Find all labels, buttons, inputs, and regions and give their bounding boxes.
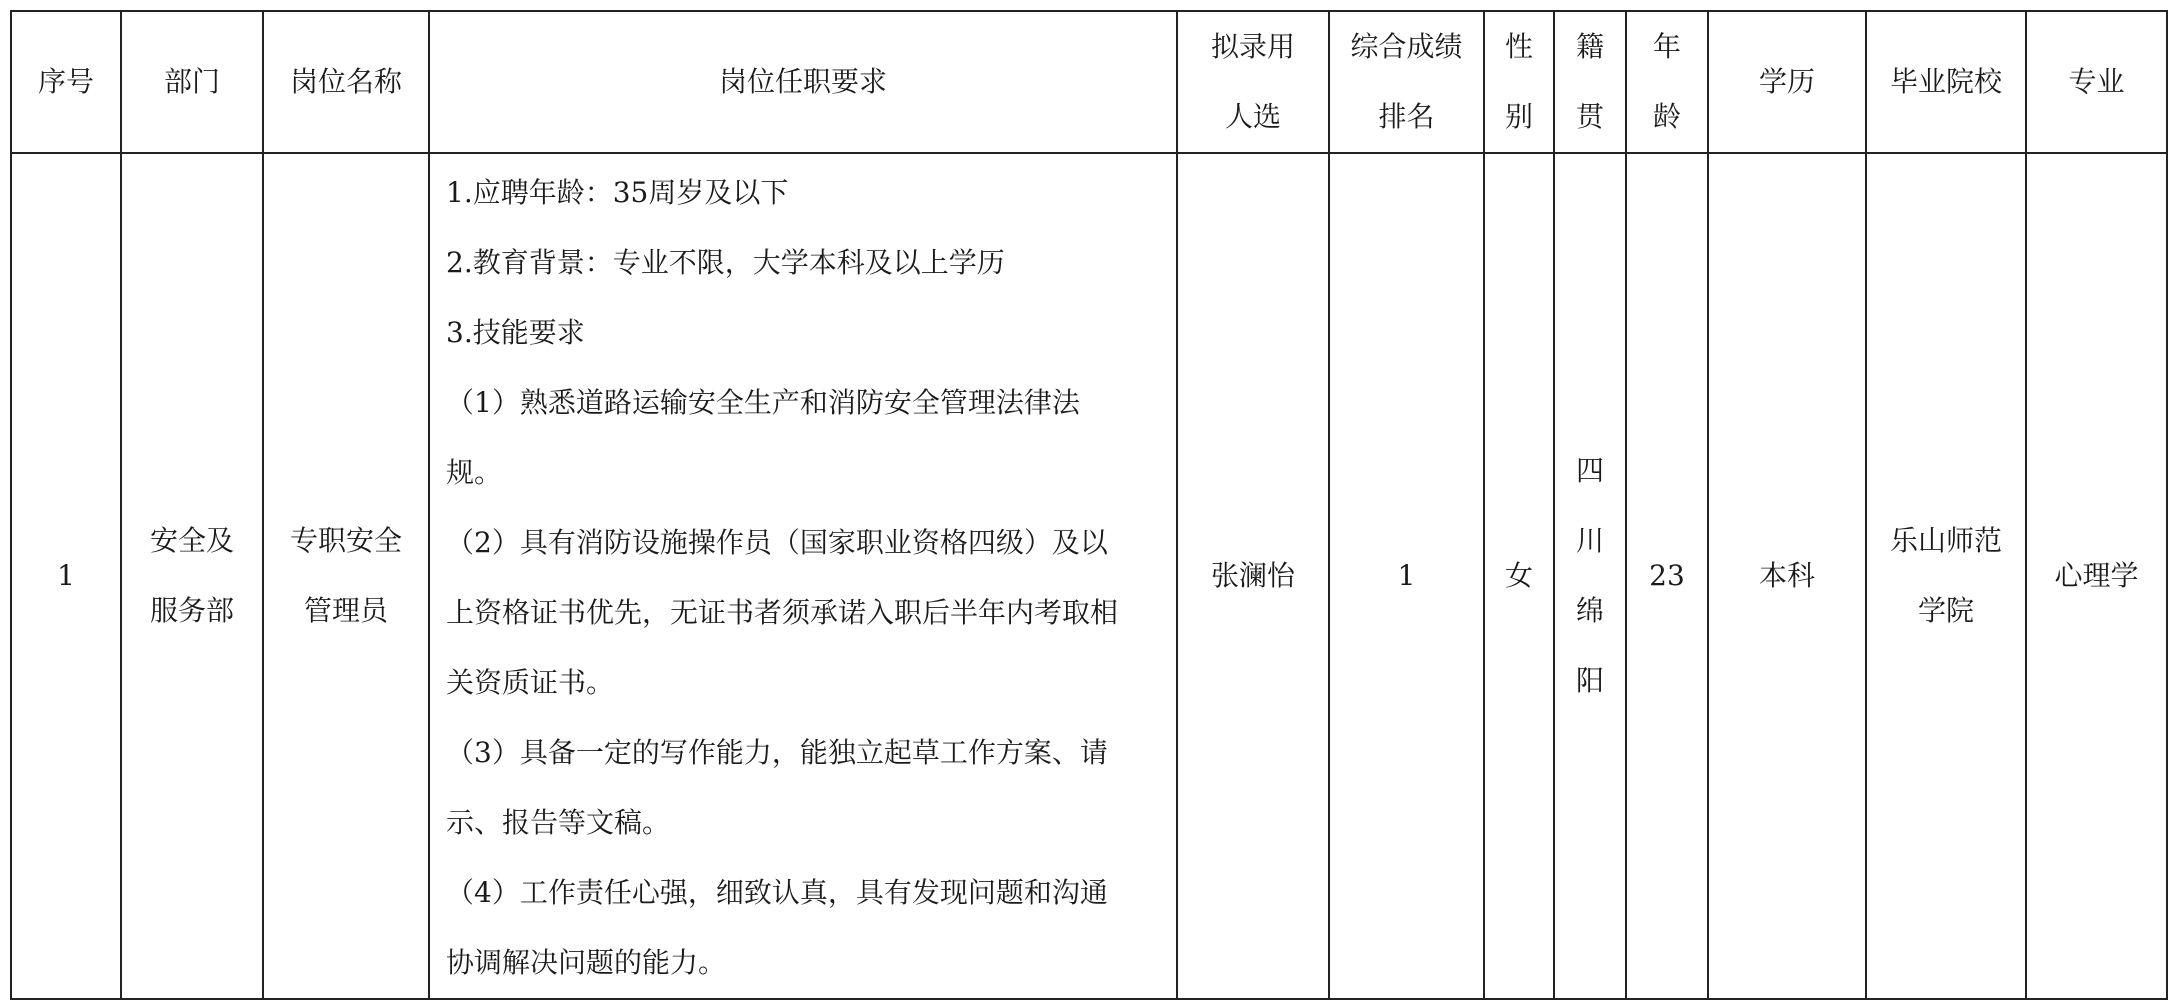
cell-school (1866, 153, 2026, 999)
header-gender (1484, 11, 1554, 153)
header-dept: 部门 (121, 11, 263, 153)
header-row (11, 11, 2167, 153)
requirement-line: （3）具备一定的写作能力，能独立起草工作方案、请 (446, 736, 1108, 769)
requirement-line: 示、报告等文稿。 (446, 806, 671, 839)
cell-gender: 女 (1484, 153, 1554, 999)
requirement-line: 3.技能要求 (446, 316, 585, 349)
header-rank-line: 排名 (1378, 100, 1435, 133)
header-age-line: 龄 (1652, 100, 1681, 133)
cell-candidate: 张澜怡 (1177, 153, 1329, 999)
requirement-line: 规。 (446, 456, 503, 489)
cell-education: 本科 (1708, 153, 1866, 999)
cell-seq: 1 (11, 153, 121, 999)
header-seq: 序号 (11, 11, 121, 153)
header-native-place (1554, 11, 1626, 153)
cell-native-place-char: 四 (1575, 454, 1604, 487)
header-native-place-line: 籍 (1575, 30, 1604, 63)
cell-native-place-char: 绵 (1575, 594, 1604, 627)
header-major: 专业 (2026, 11, 2167, 153)
requirement-line: 1.应聘年龄：35周岁及以下 (446, 176, 789, 209)
header-education: 学历 (1708, 11, 1866, 153)
cell-native-place (1554, 153, 1626, 999)
cell-dept (121, 153, 263, 999)
header-position: 岗位名称 (263, 11, 429, 153)
cell-age: 23 (1626, 153, 1708, 999)
cell-school-line: 乐山师范 (1889, 524, 2002, 557)
header-native-place-line: 贯 (1575, 100, 1604, 133)
cell-native-place-char: 川 (1575, 524, 1604, 557)
header-school: 毕业院校 (1866, 11, 2026, 153)
header-age (1626, 11, 1708, 153)
cell-position-line: 管理员 (303, 594, 388, 627)
header-candidate-line: 人选 (1224, 100, 1281, 133)
cell-native-place-char: 阳 (1575, 664, 1604, 697)
requirement-line: （2）具有消防设施操作员（国家职业资格四级）及以 (446, 526, 1108, 559)
cell-dept-line: 安全及 (149, 524, 234, 557)
table-row (11, 153, 2167, 999)
requirement-line: （1）熟悉道路运输安全生产和消防安全管理法律法 (446, 386, 1080, 419)
header-rank (1329, 11, 1484, 153)
requirement-line: 上资格证书优先，无证书者须承诺入职后半年内考取相 (446, 596, 1119, 629)
cell-school-line: 学院 (1917, 594, 1974, 627)
header-gender-line: 性 (1504, 30, 1533, 63)
cell-major: 心理学 (2026, 153, 2167, 999)
cell-requirements (429, 153, 1177, 999)
header-requirements: 岗位任职要求 (429, 11, 1177, 153)
header-age-line: 年 (1652, 30, 1681, 63)
cell-position-line: 专职安全 (289, 524, 402, 557)
header-candidate (1177, 11, 1329, 153)
requirement-line: 协调解决问题的能力。 (446, 946, 727, 979)
requirement-line: （4）工作责任心强，细致认真，具有发现问题和沟通 (446, 876, 1108, 909)
cell-position (263, 153, 429, 999)
header-candidate-line: 拟录用 (1210, 30, 1295, 63)
header-rank-line: 综合成绩 (1350, 30, 1463, 63)
requirement-line: 关资质证书。 (446, 666, 615, 699)
requirement-line: 2.教育背景：专业不限，大学本科及以上学历 (446, 246, 1005, 279)
cell-rank: 1 (1329, 153, 1484, 999)
cell-dept-line: 服务部 (149, 594, 234, 627)
recruitment-table (10, 10, 2168, 1000)
header-gender-line: 别 (1504, 100, 1533, 133)
